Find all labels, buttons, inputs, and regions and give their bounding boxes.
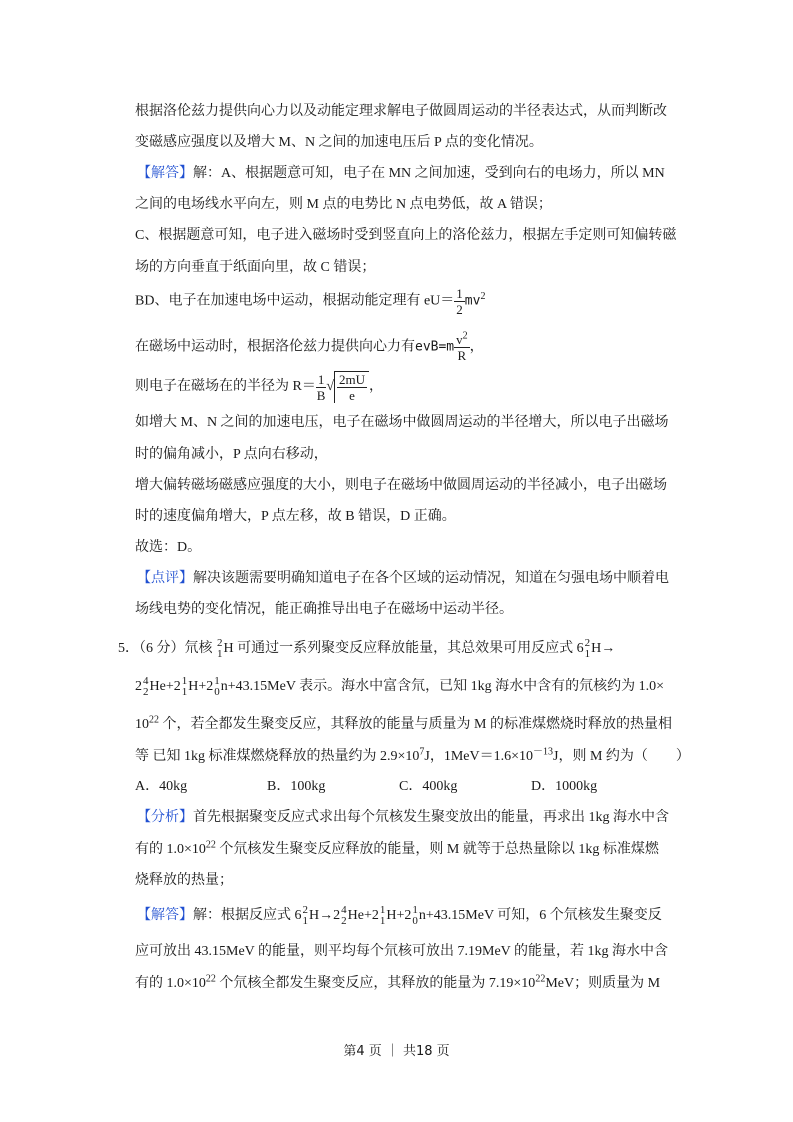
text: 解决该题需要明确知道电子在各个区域的运动情况，知道在匀强电场中顺着电: [193, 571, 669, 586]
text: BD、电子在加速电场中运动，根据动能定理有 eU＝: [135, 293, 455, 309]
text-line: 应可放出 43.15MeV 的能量，则平均每个氘核可放出 7.19MeV 的能量，若 1kg 海水中含: [135, 944, 669, 959]
numerator: v: [456, 332, 463, 347]
text: evB=m: [415, 339, 455, 355]
denominator: R: [457, 348, 467, 363]
text-line: 变磁感应强度以及增大 M、N 之间的加速电压后 P 点的变化情况。: [135, 135, 543, 150]
numerator: 1: [317, 371, 325, 387]
exponent: 2: [462, 330, 468, 342]
nuclide-hydrogen: 1 1 H: [379, 904, 397, 927]
text-line: $10^{22}$ 个，若全都发生聚变反应，其释放的能量与质量为 M 的标准煤燃烧时释放的热量相: [135, 714, 672, 732]
question-5-stem: [118, 638, 678, 660]
text-line: 2 4 2 He+2 1 1 H+2 1 0 n+43.15MeV 表示。海水中富含氘，已知 1kg 海水中含有的氘核约为 1.0×: [135, 675, 665, 698]
option-c[interactable]: C．400kg: [399, 779, 458, 794]
nuclide-helium: 4 2 He: [143, 675, 166, 698]
nuclide-deuterium: 2 1 H: [584, 637, 602, 660]
option-b[interactable]: B．100kg: [267, 779, 326, 794]
option-d[interactable]: D．1000kg: [531, 779, 598, 794]
options: [135, 777, 675, 797]
nuclide-deuterium: 2 1 H: [217, 637, 234, 660]
text-line: 【分析】首先根据聚变反应式求出每个氘核发生聚变放出的能量，再求出 1kg 海水中含: [137, 810, 669, 825]
text-line: 场的方向垂直于纸面向里，故 C 错误；: [135, 260, 376, 275]
formula-line: 则电子在磁场在的半径为 R＝ $\frac{1}{B}$ √ $\frac{2mU}{e}$ ，: [135, 371, 384, 403]
denominator: e: [349, 388, 355, 403]
text: ，: [469, 339, 484, 355]
square-root: [334, 371, 369, 403]
text-line: [137, 164, 677, 184]
fraction: [316, 372, 327, 403]
nuclide-helium: 4 2 He: [341, 904, 364, 927]
analysis-tag: 【分析】: [137, 810, 193, 825]
formula-line: [135, 286, 675, 317]
fraction: [454, 332, 470, 363]
text-line: 有的 $1.0\times 10^{22}$ 个氘核全都发生聚变反应，其释放的能量为 $7.19\times 10^{22}MeV$；则质量为 M: [135, 973, 661, 991]
text-line: C、根据题意可知，电子进入磁场时受到竖直向上的洛伦兹力，根据左手定则可知偏转磁: [135, 228, 677, 243]
fraction: [454, 286, 465, 317]
text: +43.15MeV 表示。海水中富含氘，已知 1kg 海水中含有的氘核约为 1.0×: [227, 679, 665, 695]
nuclide-neutron: 1 0 n: [412, 904, 426, 927]
text-line: 场线电势的变化情况，能正确推导出电子在磁场中运动半径。: [135, 602, 513, 617]
exponent: 2: [480, 291, 486, 303]
numerator: 2mU: [339, 372, 366, 387]
text-line: 等 已知 1kg 标准煤燃烧释放的热量约为 $2.9\times 10^7J$，$1MeV=1.6\times 10^{-13}J$，则 M 约为（ ）: [135, 746, 690, 764]
answer-tag: 【解答】: [137, 166, 193, 181]
comment-tag: 【点评】: [137, 571, 193, 586]
option-a[interactable]: A．40kg: [135, 779, 188, 794]
text: ，: [369, 379, 384, 395]
text-line: 时的速度偏角增大，P 点左移，故 B 错误，D 正确。: [135, 509, 456, 524]
text-line: 故选：D。: [135, 540, 202, 555]
page-footer: 第4 页 ｜ 共18 页: [343, 1044, 450, 1059]
nuclide-neutron: 1 0 n: [214, 675, 228, 698]
text: 解：A、根据题意可知，电子在 MN 之间加速，受到向右的电场力，所以 MN: [193, 166, 665, 181]
text: 在磁场中运动时，根据洛伦兹力提供向心力有: [135, 339, 415, 355]
nuclide-deuterium: 2 1 H: [302, 904, 320, 927]
text-line: 有的 $1.0\times 10^{22}$ 个氘核发生聚变反应释放的能量，则 M 就等于总热量除以 1kg 标准煤燃: [135, 839, 659, 857]
answer-tag: 【解答】: [137, 908, 193, 924]
text-line: 之间的电场线水平向左，则 M 点的电势比 N 点电势低，故 A 错误；: [135, 197, 552, 212]
text-line: [137, 569, 677, 589]
text-line: 时的偏角减小，P 点向右移动，: [135, 447, 328, 462]
text-line: 如增大 M、N 之间的加速电压，电子在磁场中做圆周运动的半径增大，所以电子出磁场: [135, 415, 669, 430]
numerator: 1: [456, 286, 463, 301]
text-line: 增大偏转磁场磁感应强度的大小，则电子在磁场中做圆周运动的半径减小，电子出磁场: [135, 478, 667, 493]
denominator: 2: [456, 302, 463, 317]
text-line: 根据洛伦兹力提供向心力以及动能定理求解电子做圆周运动的半径表达式，从而判断改: [135, 104, 667, 119]
denominator: B: [316, 387, 326, 403]
text: 则电子在磁场在的半径为 R＝: [135, 379, 316, 395]
formula-line: [135, 332, 675, 363]
text-line: 【解答】解：根据反应式 6 2 1 H→2 4 2 He+2 1 1 H+2 1 0 n+43.15MeV 可知，6 个氘核发生聚变反: [137, 904, 662, 927]
arrow: →: [601, 641, 616, 657]
nuclide-hydrogen: 1 1 H: [181, 675, 199, 698]
text-line: 烧释放的热量；: [135, 873, 233, 888]
text: mv: [464, 293, 481, 309]
text: 5．（6 分）氘核: [118, 641, 213, 657]
text: 可通过一系列聚变反应释放能量，其总效果可用反应式 6: [237, 641, 584, 657]
